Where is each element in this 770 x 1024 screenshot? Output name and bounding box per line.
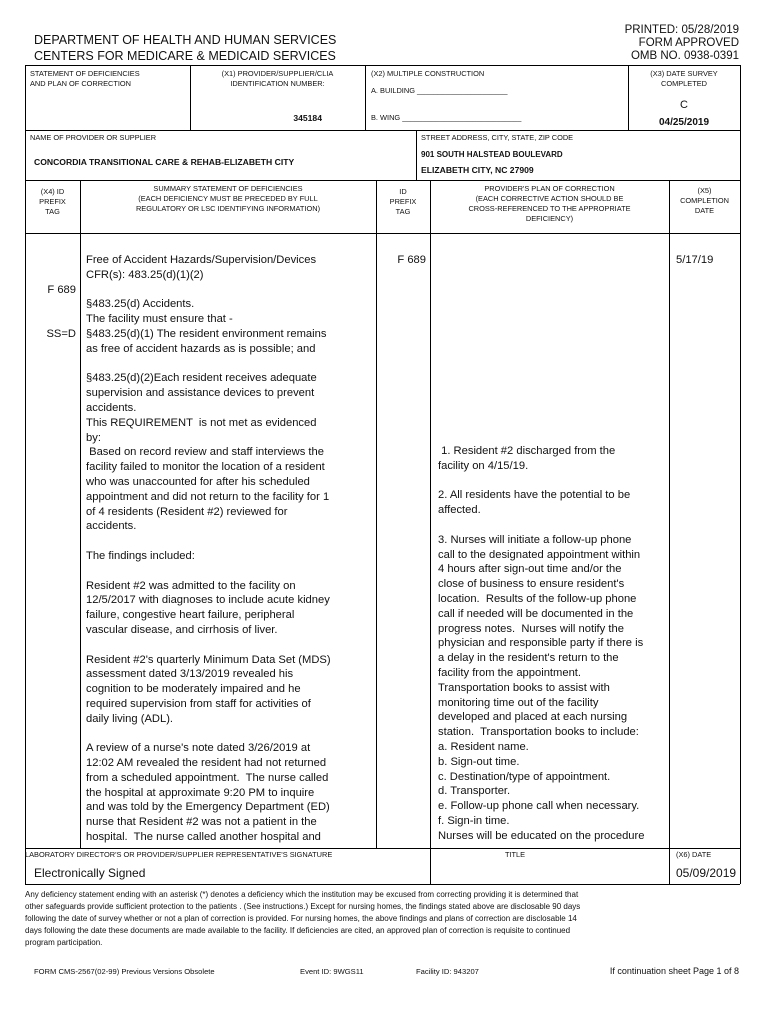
plan-text	[438, 444, 644, 844]
plan-line: Transportation books to assist with	[438, 681, 610, 694]
x5-header-line: (X5)	[697, 186, 712, 195]
signature-date-label: (X6) DATE	[676, 850, 712, 859]
summary-header-line: REGULATORY OR LSC IDENTIFYING INFORMATION)	[135, 204, 321, 213]
x3-label	[628, 69, 740, 89]
street-address: 901 SOUTH HALSTEAD BOULEVARD	[421, 150, 563, 159]
continuation-sheet: If continuation sheet Page 1 of 8	[609, 966, 739, 976]
x4-header-line: (X4) ID	[40, 187, 65, 196]
summary-line	[86, 283, 331, 298]
summary-line: CFR(s): 483.25(d)(1)(2)	[86, 268, 204, 281]
summary-line: by:	[86, 431, 101, 444]
divider-completion	[669, 180, 670, 884]
x2-wing: B. WING _____________________________	[371, 113, 522, 122]
summary-line: accidents.	[86, 520, 137, 533]
address-label: STREET ADDRESS, CITY, STATE, ZIP CODE	[421, 133, 574, 142]
plan-line: close of business to ensure resident's	[438, 578, 625, 591]
plan-header-line: DEFICIENCY)	[525, 214, 574, 223]
plan-line: 2. All residents have the potential to be	[438, 489, 631, 502]
footnote-line: days following the date these documents are made available to the facility. If deficiencies are cited, an approved plan of correction is requisite to continued	[25, 926, 571, 935]
summary-header-line: SUMMARY STATEMENT OF DEFICIENCIES	[153, 184, 303, 193]
footnote-line: following the date of survey whether or not a plan of correction is provided. For nursing homes, the above findings and plans of correction are disclosable 14	[25, 914, 577, 923]
provider-name: CONCORDIA TRANSITIONAL CARE & REHAB-ELIZABETH CITY	[34, 157, 295, 167]
id-header-line: TAG	[395, 207, 411, 216]
summary-line: assessment dated 3/13/2019 revealed his	[86, 668, 294, 681]
plan-line: 3. Nurses will initiate a follow-up phone	[438, 533, 632, 546]
plan-line	[438, 518, 644, 533]
divider-prefix-left	[80, 180, 81, 848]
summary-line	[86, 534, 331, 549]
plan-header-line: CROSS-REFERENCED TO THE APPROPRIATE	[468, 204, 631, 213]
summary-line: A review of a nurse's note dated 3/26/2019 at	[86, 742, 311, 755]
left-tag-scope: SS=D	[46, 327, 76, 340]
summary-line: and was told by the Emergency Department (ED)	[86, 801, 330, 814]
summary-line	[86, 727, 331, 742]
box-row-divider	[25, 130, 740, 131]
x3-label-line: (X3) DATE SURVEY	[650, 69, 718, 78]
x5-header-line: COMPLETION	[680, 196, 729, 205]
statement-label-line: AND PLAN OF CORRECTION	[30, 79, 132, 88]
id-header-line: PREFIX	[389, 197, 417, 206]
summary-line: hospital. The nurse called another hospital and	[86, 831, 321, 844]
plan-line: b. Sign-out time.	[438, 755, 520, 768]
completion-date: 5/17/19	[676, 254, 714, 266]
summary-line: vascular disease, and cirrhosis of liver.	[86, 623, 278, 636]
summary-line	[86, 564, 331, 579]
summary-line: daily living (ADL).	[86, 712, 174, 725]
survey-date: 04/25/2019	[658, 117, 710, 128]
footnote-line: Any deficiency statement ending with an asterisk (*) denotes a deficiency which the institution may be excused from correcting providing it is determined that	[25, 890, 579, 899]
x4-header-line: TAG	[45, 207, 60, 216]
body-bottom-border	[25, 848, 740, 849]
form-approved: FORM APPROVED	[638, 37, 739, 49]
plan-line: facility from the appointment.	[438, 666, 582, 679]
provider-row-divider	[25, 180, 740, 181]
summary-header-line: (EACH DEFICIENCY MUST BE PRECEDED BY FULL	[138, 194, 318, 203]
x5-header-line: DATE	[694, 206, 715, 215]
summary-line: §483.25(d) Accidents.	[86, 298, 195, 311]
plan-line: developed and placed at each nursing	[438, 711, 628, 724]
plan-line: facility on 4/15/19.	[438, 459, 529, 472]
summary-line: supervision and assistance devices to prevent	[86, 387, 315, 400]
plan-line: e. Follow-up phone call when necessary.	[438, 800, 640, 813]
summary-line: appointment and did not return to the facility for 1	[86, 490, 330, 503]
plan-line: call to the designated appointment within	[438, 548, 641, 561]
signature-label: LABORATORY DIRECTOR'S OR PROVIDER/SUPPLIER REPRESENTATIVE'S SIGNATURE	[25, 850, 333, 859]
city-state-zip: ELIZABETH CITY, NC 27909	[421, 165, 534, 175]
plan-line: 4 hours after sign-out time and/or the	[438, 563, 622, 576]
summary-line: The facility must ensure that -	[86, 313, 233, 326]
summary-line: This REQUIREMENT is not met as evidenced	[86, 416, 317, 429]
summary-line: as free of accident hazards as is possible; and	[86, 342, 316, 355]
event-id: Event ID: 9WGS11	[300, 967, 364, 976]
signature-bottom-border	[25, 884, 740, 885]
provider-label: NAME OF PROVIDER OR SUPPLIER	[30, 133, 157, 142]
x3-label-line: COMPLETED	[661, 79, 707, 88]
divider-address	[416, 130, 417, 180]
x1-label	[190, 69, 365, 89]
right-tag: F 689	[397, 254, 426, 266]
x1-label-line: IDENTIFICATION NUMBER:	[230, 79, 325, 88]
footnote-line: other safeguards provide sufficient protection to the patients . (See instructions.) Except for nursing homes, the findings stated above are disclosable 90 days	[25, 902, 581, 911]
signature-date: 05/09/2019	[676, 866, 737, 880]
summary-header	[80, 184, 376, 214]
plan-line: d. Transporter.	[438, 785, 511, 798]
summary-line: Resident #2's quarterly Minimum Data Set (MDS)	[86, 653, 331, 666]
plan-header-line: PROVIDER'S PLAN OF CORRECTION	[484, 184, 615, 193]
id-header-line: ID	[399, 187, 407, 196]
summary-line: required supervision from staff for activities of	[86, 697, 311, 710]
summary-line: facility failed to monitor the location of a resident	[86, 461, 325, 474]
divider-prefix-right	[430, 180, 431, 848]
plan-line: location. Results of the follow-up phone	[438, 592, 637, 605]
plan-line: affected.	[438, 504, 481, 517]
x5-header	[669, 186, 740, 216]
summary-text	[86, 253, 331, 845]
centers-title: CENTERS FOR MEDICARE & MEDICAID SERVICES	[34, 49, 336, 63]
x4-header	[25, 187, 80, 217]
column-header-divider	[25, 233, 740, 234]
summary-line: who was unaccounted for after his scheduled	[86, 475, 310, 488]
summary-line: §483.25(d)(2)Each resident receives adequate	[86, 372, 317, 385]
id-header	[376, 187, 430, 217]
statement-label	[30, 69, 140, 89]
summary-line: The findings included:	[86, 549, 195, 562]
top-border	[25, 65, 740, 66]
summary-line: accidents.	[86, 401, 137, 414]
x2-label: (X2) MULTIPLE CONSTRUCTION	[371, 69, 485, 78]
plan-line: call if needed will be documented in the	[438, 607, 634, 620]
summary-line: Resident #2 was admitted to the facility on	[86, 579, 296, 592]
divider-summary-right	[376, 180, 377, 848]
plan-line: 1. Resident #2 discharged from the	[438, 445, 616, 457]
x2-building: A. BUILDING ______________________	[371, 86, 508, 95]
department-title: DEPARTMENT OF HEALTH AND HUMAN SERVICES	[34, 33, 337, 47]
plan-line: progress notes. Nurses will notify the	[438, 622, 624, 635]
plan-line: f. Sign-in time.	[438, 814, 510, 827]
plan-line: Nurses will be educated on the procedure	[438, 829, 645, 842]
omb-number: OMB NO. 0938-0391	[630, 50, 739, 62]
summary-line: from a scheduled appointment. The nurse called	[86, 771, 329, 784]
summary-line: §483.25(d)(1) The resident environment remains	[86, 327, 327, 340]
plan-line: a. Resident name.	[438, 740, 529, 753]
left-tag-code: F 689	[47, 283, 76, 296]
summary-line: cognition to be moderately impaired and he	[86, 683, 301, 696]
summary-line: of 4 residents (Resident #2) reviewed for	[86, 505, 288, 518]
x1-label-line: (X1) PROVIDER/SUPPLIER/CLIA	[221, 69, 334, 78]
plan-line: physician and responsible party if there is	[438, 637, 644, 650]
plan-line: a delay in the resident's return to the	[438, 652, 619, 665]
left-tag	[25, 253, 76, 357]
summary-line	[86, 357, 331, 372]
statement-label-line: STATEMENT OF DEFICIENCIES	[30, 69, 140, 78]
right-border	[740, 65, 741, 884]
x3-code: C	[680, 99, 688, 111]
signature-value: Electronically Signed	[34, 866, 146, 880]
summary-line: nurse that Resident #2 was not a patient in the	[86, 816, 317, 829]
plan-line: monitoring time out of the facility	[438, 696, 599, 709]
footnote-line: program participation.	[25, 938, 103, 947]
summary-line	[86, 638, 331, 653]
x4-header-line: PREFIX	[39, 197, 66, 206]
summary-line: 12/5/2017 with diagnoses to include acute kidney	[86, 594, 330, 607]
plan-line	[438, 474, 644, 489]
provider-id-number: 345184	[293, 113, 322, 123]
plan-header	[430, 184, 669, 224]
form-number: FORM CMS-2567(02-99) Previous Versions Obsolete	[34, 967, 215, 976]
summary-line: 12:02 AM revealed the resident had not returned	[86, 757, 327, 770]
divider-x2	[365, 65, 366, 130]
summary-line: the hospital at approximate 9:20 PM to inquire	[86, 786, 315, 799]
summary-line: failure, congestive heart failure, peripheral	[86, 609, 295, 622]
printed-date: PRINTED: 05/28/2019	[624, 24, 739, 36]
plan-header-line: (EACH CORRECTIVE ACTION SHOULD BE	[475, 194, 624, 203]
facility-id: Facility ID: 943207	[416, 967, 479, 976]
summary-line: Based on record review and staff interviews the	[86, 446, 324, 459]
title-label: TITLE	[504, 850, 526, 859]
plan-line: station. Transportation books to include:	[438, 726, 639, 739]
summary-line: Free of Accident Hazards/Supervision/Devices	[86, 254, 317, 266]
footnote	[25, 889, 740, 949]
plan-line: c. Destination/type of appointment.	[438, 770, 611, 783]
